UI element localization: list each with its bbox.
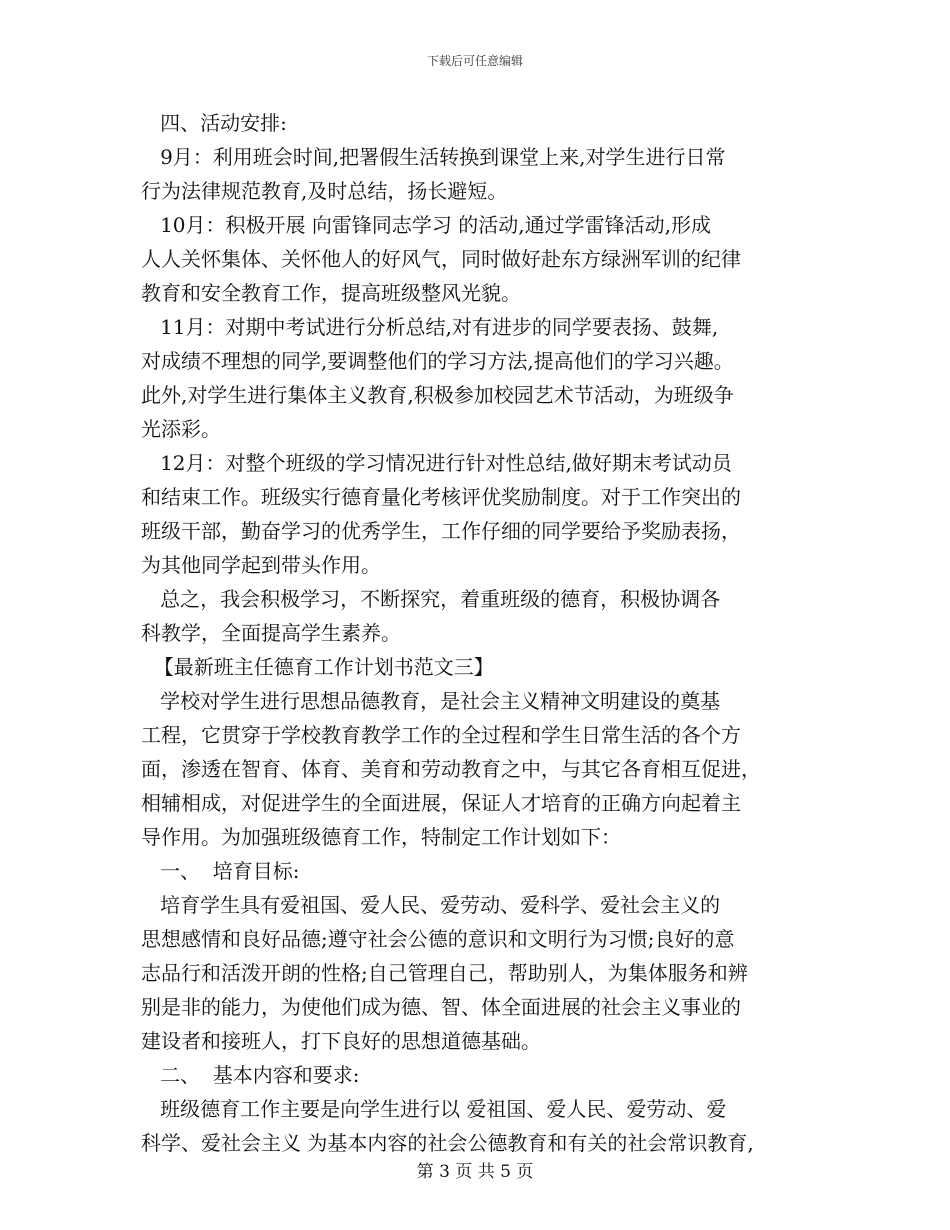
text-line: 此外,对学生进行集体主义教育,积极参加校园艺术节活动，为班级争 bbox=[141, 383, 734, 407]
text-line: 志品行和活泼开朗的性格;自己管理自己，帮助别人，为集体服务和辨 bbox=[141, 961, 748, 985]
text-line: 相辅相成，对促进学生的全面进展，保证人才培育的正确方向起着主 bbox=[141, 791, 741, 815]
text-line: 11月：对期中考试进行分析总结,对有进步的同学要表扬、鼓舞, bbox=[141, 315, 719, 339]
text-line: 对成绩不理想的同学,要调整他们的学习方法,提高他们的学习兴趣。 bbox=[141, 349, 734, 373]
text-line: 为其他同学起到带头作用。 bbox=[141, 553, 381, 577]
text-line: 建设者和接班人，打下良好的思想道德基础。 bbox=[141, 1029, 541, 1053]
text-line: 别是非的能力，为使他们成为德、智、体全面进展的社会主义事业的 bbox=[141, 995, 741, 1019]
text-line: 教育和安全教育工作，提高班级整风光貌。 bbox=[141, 281, 521, 305]
text-line: 学校对学生进行思想品德教育，是社会主义精神文明建设的奠基 bbox=[141, 689, 721, 713]
text-line: 总之，我会积极学习，不断探究，着重班级的德育，积极协调各 bbox=[141, 587, 721, 611]
text-line: 科学、爱社会主义 为基本内容的社会公德教育和有关的社会常识教育, bbox=[141, 1131, 754, 1155]
text-line: 培育学生具有爱祖国、爱人民、爱劳动、爱科学、爱社会主义的 bbox=[141, 893, 721, 917]
page-header-note: 下载后可任意编辑 bbox=[426, 54, 523, 68]
subsection-heading: 一、 培育目标: bbox=[141, 859, 300, 883]
text-line: 人人关怀集体、关怀他人的好风气，同时做好赴东方绿洲军训的纪律 bbox=[141, 247, 741, 271]
subsection-heading: 二、 基本内容和要求: bbox=[141, 1063, 360, 1087]
section-heading: 【最新班主任德育工作计划书范文三】 bbox=[141, 655, 494, 679]
text-line: 10月：积极开展 向雷锋同志学习 的活动,通过学雷锋活动,形成 bbox=[141, 213, 711, 237]
text-line: 班级干部，勤奋学习的优秀学生，工作仔细的同学要给予奖励表扬， bbox=[141, 519, 741, 543]
text-line: 9月：利用班会时间,把署假生活转换到课堂上来,对学生进行日常 bbox=[141, 145, 726, 169]
text-line: 光添彩。 bbox=[141, 417, 221, 441]
text-line: 思想感情和良好品德;遵守社会公德的意识和文明行为习惯;良好的意 bbox=[141, 927, 735, 951]
page-number: 第 3 页 共 5 页 bbox=[416, 1162, 534, 1182]
text-line: 行为法律规范教育,及时总结，扬长避短。 bbox=[141, 179, 508, 203]
text-line: 四、活动安排: bbox=[141, 111, 287, 135]
document-body bbox=[141, 106, 813, 1160]
text-line: 导作用。为加强班级德育工作，特制定工作计划如下： bbox=[141, 825, 621, 849]
text-line: 面，渗透在智育、体育、美育和劳动教育之中，与其它各育相互促进， bbox=[141, 757, 761, 781]
text-line: 12月：对整个班级的学习情况进行针对性总结,做好期末考试动员 bbox=[141, 451, 732, 475]
text-line: 科教学，全面提高学生素养。 bbox=[141, 621, 401, 645]
text-line: 班级德育工作主要是向学生进行以 爱祖国、爱人民、爱劳动、爱 bbox=[141, 1097, 727, 1121]
text-line: 工程，它贯穿于学校教育教学工作的全过程和学生日常生活的各个方 bbox=[141, 723, 741, 747]
text-line: 和结束工作。班级实行德育量化考核评优奖励制度。对于工作突出的 bbox=[141, 485, 741, 509]
